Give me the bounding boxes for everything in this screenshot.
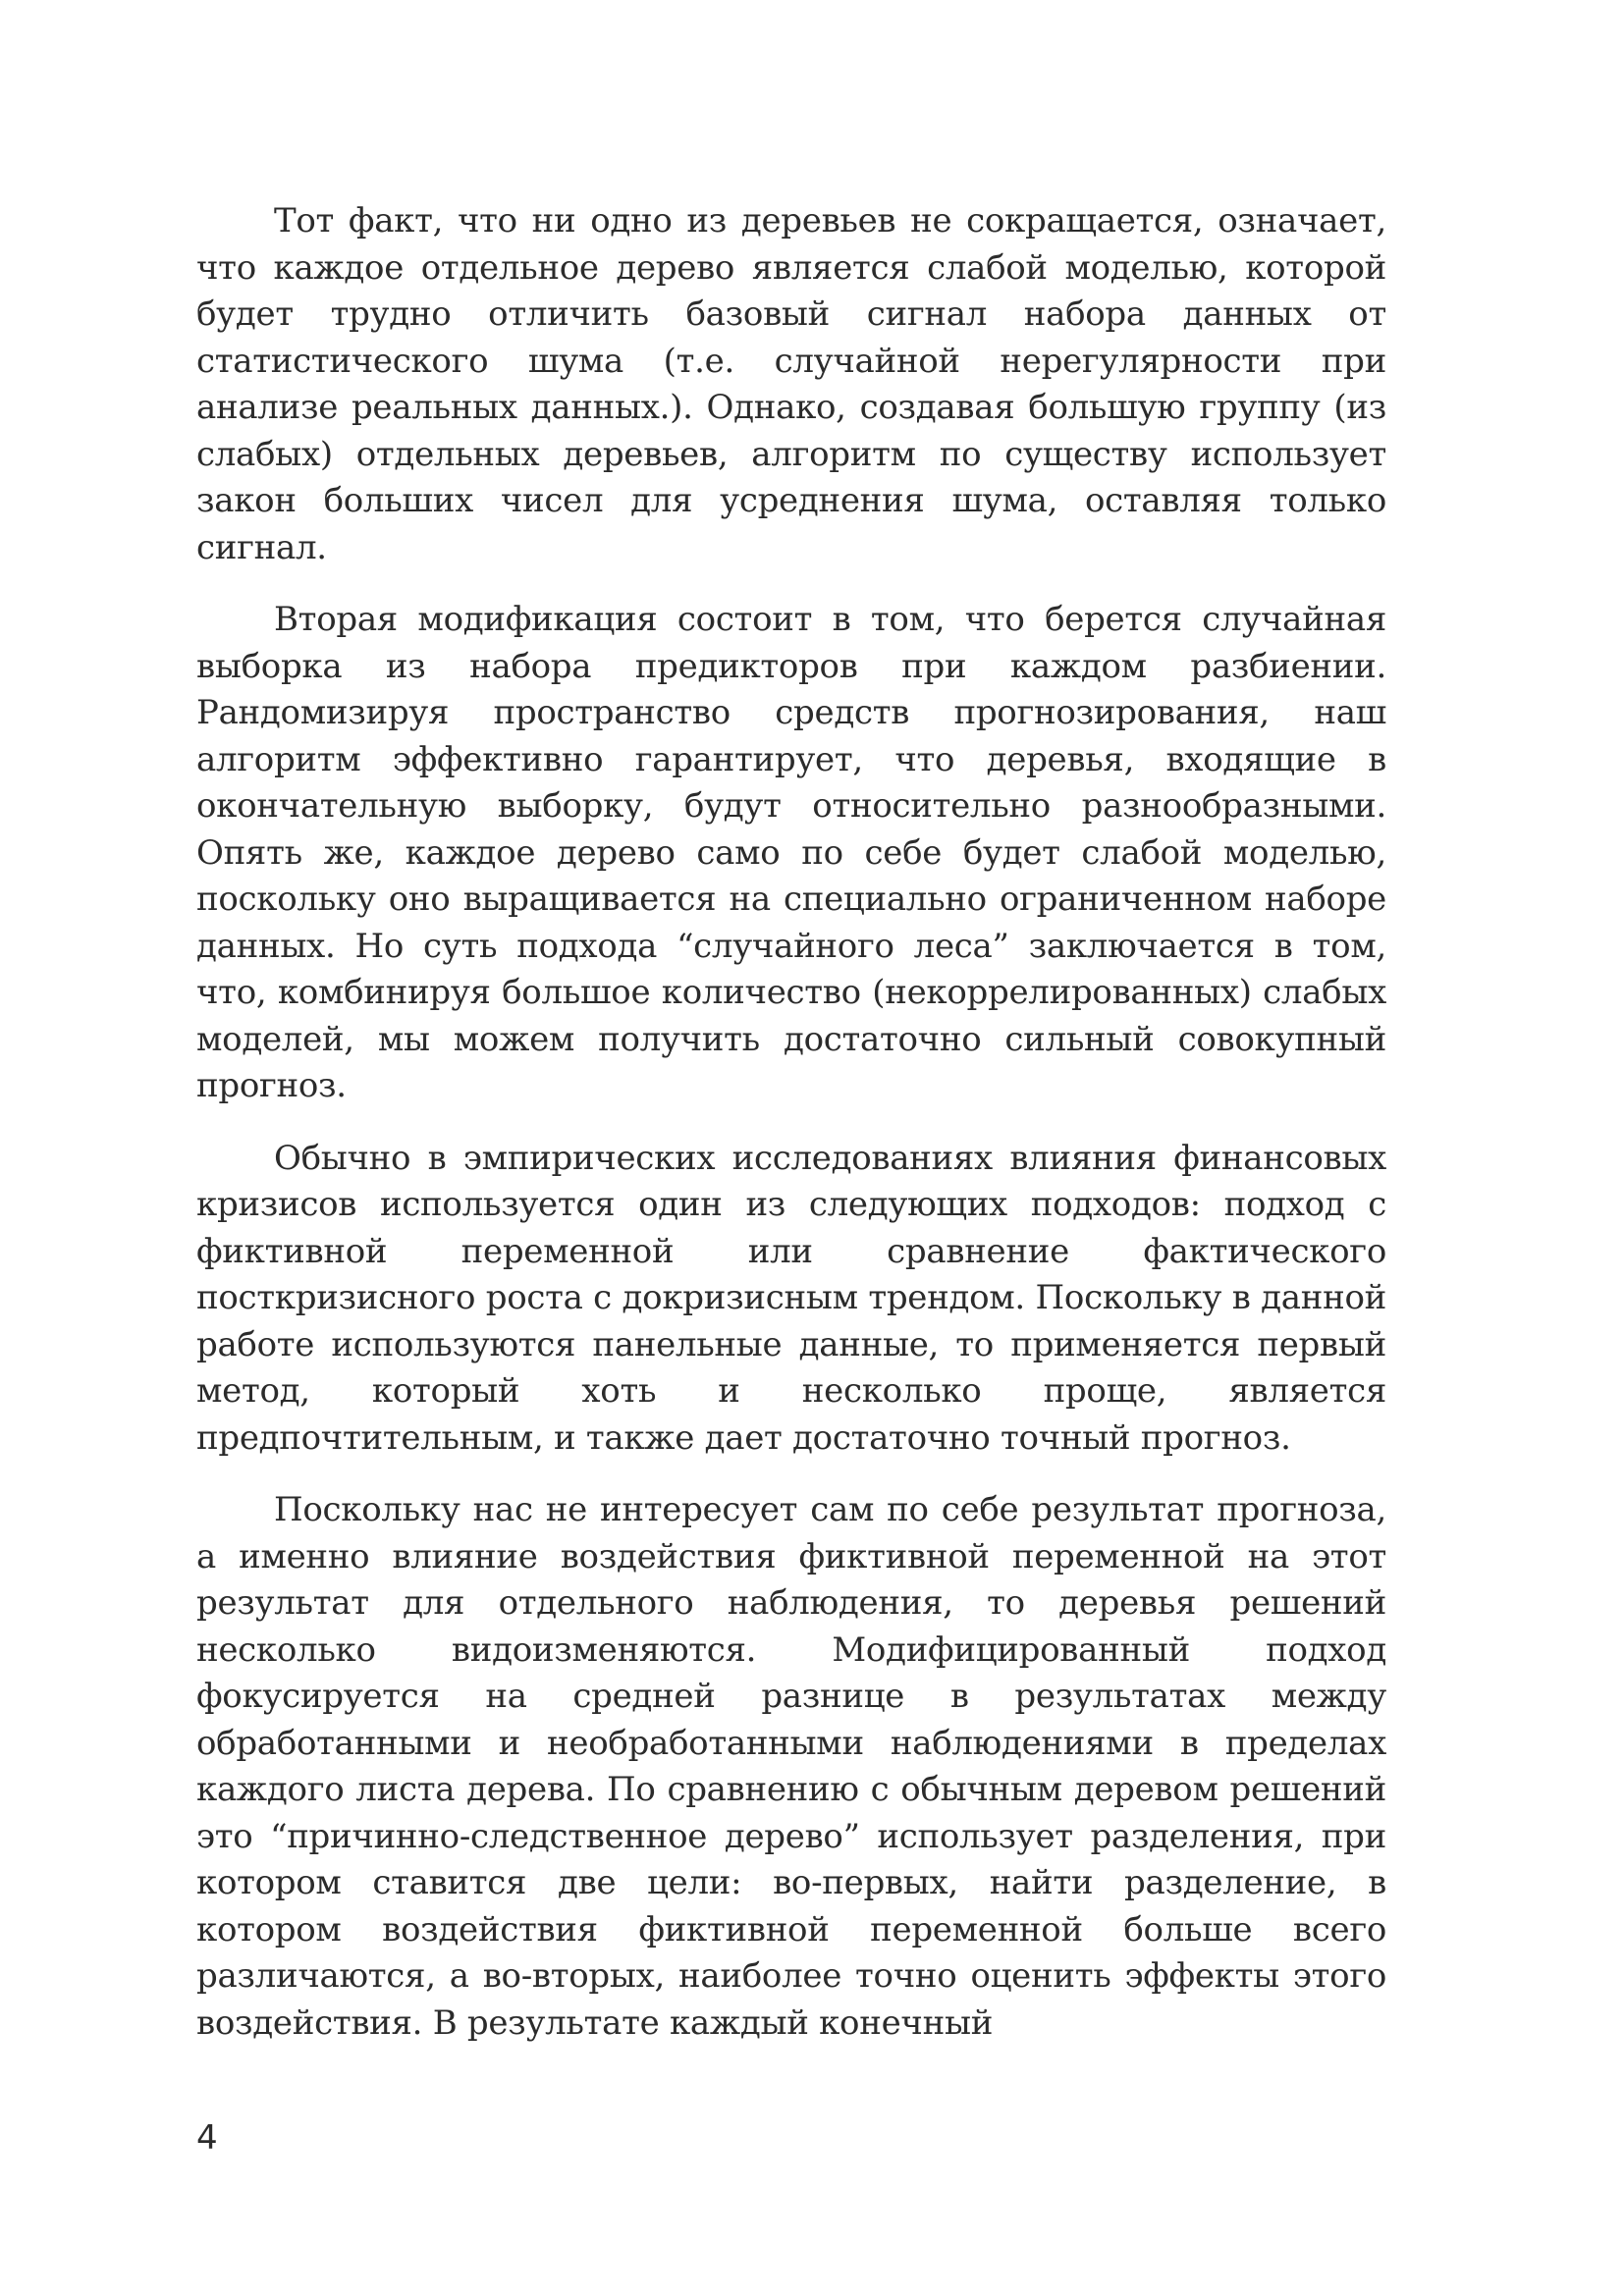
body-text xyxy=(196,198,1386,2072)
paragraph-4: Поскольку нас не интересует сам по себе результат прогноза, а именно влияние воздействия фиктивной переменной на этот результат для отдельного наблюдения, то деревья решений несколько видоизменяются. Модифицированный подход фокусируется на средней разнице в результатах между обработанными и необработанными наблюдениями в пределах каждого листа дерева. По сравнению с обычным деревом решений это “причинно-следственное дерево” использует разделения, при котором ставится две цели: во-первых, найти разделение, в котором воздействия фиктивной переменной больше всего различаются, а во-вторых, наиболее точно оценить эффекты этого воздействия. В результате каждый конечный xyxy=(196,1490,1386,2043)
paragraph-2: Вторая модификация состоит в том, что берется случайная выборка из набора предикторов при каждом разбиении. Рандомизируя пространство средств прогнозирования, наш алгоритм эффективно гарантирует, что деревья, входящие в окончательную выборку, будут относительно разнообразными. Опять же, каждое дерево само по себе будет слабой моделью, поскольку оно выращивается на специально ограниченном наборе данных. Но суть подхода “случайного леса” заключается в том, что, комбинируя большое количество (некоррелированных) слабых моделей, мы можем получить достаточно сильный совокупный прогноз. xyxy=(196,600,1386,1105)
paragraph-3: Обычно в эмпирических исследованиях влияния финансовых кризисов используется один из следующих подходов: подход с фиктивной переменной или сравнение фактического посткризисного роста с докризисным трендом. Поскольку в данной работе используются панельные данные, то применяется первый метод, который хоть и несколько проще, является предпочтительным, и также дает достаточно точный прогноз. xyxy=(196,1138,1386,1458)
paragraph-1: Тот факт, что ни одно из деревьев не сокращается, означает, что каждое отдельное дерево является слабой моделью, которой будет трудно отличить базовый сигнал набора данных от статистического шума (т.е. случайной нерегулярности при анализе реальных данных.). Однако, создавая большую группу (из слабых) отдельных деревьев, алгоритм по существу использует закон больших чисел для усреднения шума, оставляя только сигнал. xyxy=(196,201,1386,567)
page-number: 4 xyxy=(196,2118,218,2158)
